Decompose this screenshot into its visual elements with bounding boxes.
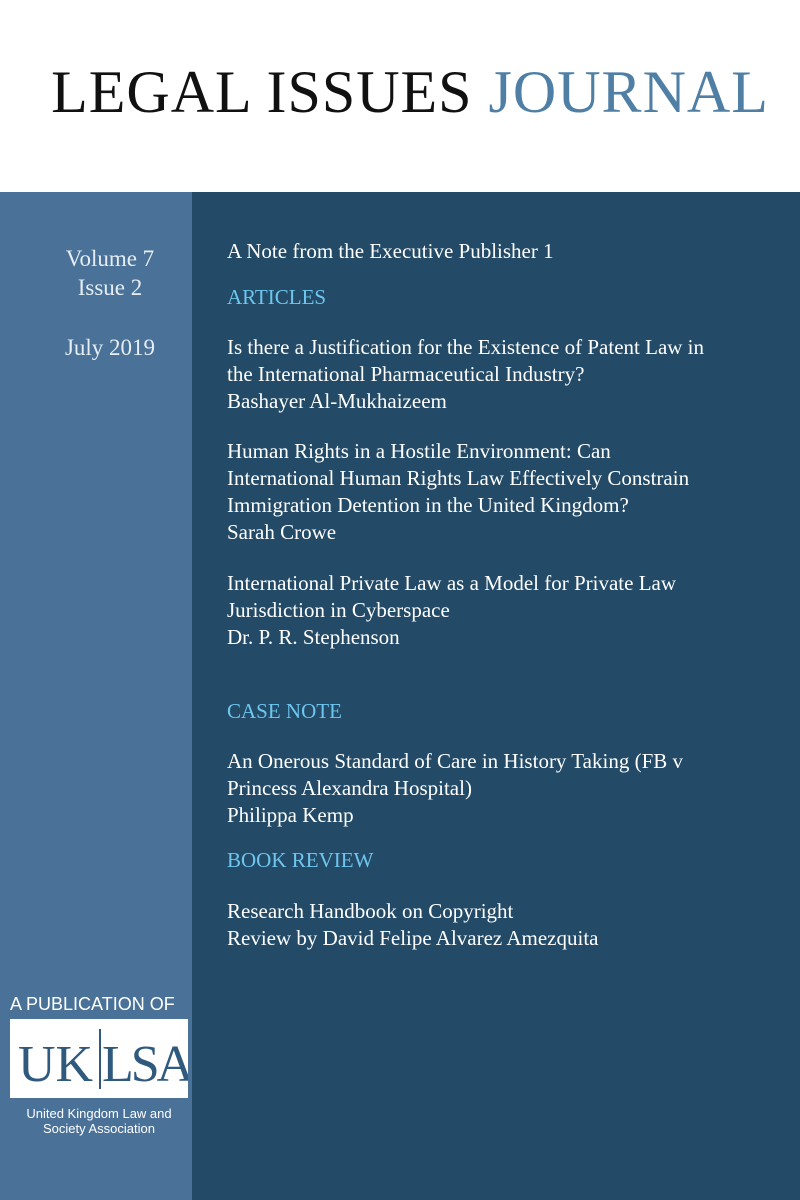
- toc-title-line: Research Handbook on Copyright: [227, 899, 514, 923]
- toc-title-line: International Human Rights Law Effectively Constrain: [227, 466, 690, 490]
- toc-title-line: Princess Alexandra Hospital): [227, 776, 472, 800]
- masthead: [0, 0, 800, 192]
- toc-entry-book-review: [227, 898, 598, 952]
- toc-entry-article-1: [227, 334, 704, 415]
- toc-entry-case-note: [227, 748, 683, 829]
- toc-author: Bashayer Al-Mukhaizeem: [227, 389, 447, 413]
- association-name: [6, 1106, 192, 1136]
- volume-label: Volume 7: [65, 246, 155, 271]
- association-name-line: United Kingdom Law and: [26, 1106, 172, 1121]
- toc-title-line: the International Pharmaceutical Industry?: [227, 362, 585, 386]
- toc-author: Dr. P. R. Stephenson: [227, 625, 400, 649]
- toc-title-line: Human Rights in a Hostile Environment: Can: [227, 439, 611, 463]
- toc-title-line: International Private Law as a Model for Private Law: [227, 571, 677, 595]
- toc-author: Review by David Felipe Alvarez Amezquita: [227, 926, 599, 950]
- publisher-note: [227, 238, 554, 265]
- journal-title-accent: JOURNAL: [488, 59, 769, 125]
- toc-entry-article-2: [227, 438, 689, 546]
- section-heading-book-review: BOOK REVIEW: [227, 848, 374, 872]
- logo-uk-text: UK: [18, 1036, 94, 1093]
- logo-lsa-text: LSA: [102, 1036, 188, 1093]
- issue-date: July 2019: [64, 335, 156, 360]
- uklsa-logo-icon: [10, 1019, 188, 1098]
- publication-of-label: A PUBLICATION OF: [10, 994, 175, 1014]
- toc-author: Sarah Crowe: [227, 520, 337, 544]
- uklsa-logo: [10, 1019, 188, 1098]
- journal-title: [0, 52, 800, 132]
- toc-author: Philippa Kemp: [227, 803, 354, 827]
- publisher-note-text: A Note from the Executive Publisher 1: [227, 239, 554, 263]
- section-heading-articles: ARTICLES: [227, 285, 327, 309]
- association-name-line: Society Association: [42, 1121, 155, 1136]
- section-heading-case-note: CASE NOTE: [227, 699, 342, 723]
- toc-title-line: Immigration Detention in the United Kingdom?: [227, 493, 629, 517]
- toc-title-line: Is there a Justification for the Existence of Patent Law in: [227, 335, 705, 359]
- journal-title-main: LEGAL ISSUES: [51, 59, 473, 125]
- toc-title-line: An Onerous Standard of Care in History Taking (FB v: [227, 749, 684, 773]
- toc-title-line: Jurisdiction in Cyberspace: [227, 598, 450, 622]
- toc-entry-article-3: [227, 570, 676, 651]
- issue-label: Issue 2: [77, 275, 143, 300]
